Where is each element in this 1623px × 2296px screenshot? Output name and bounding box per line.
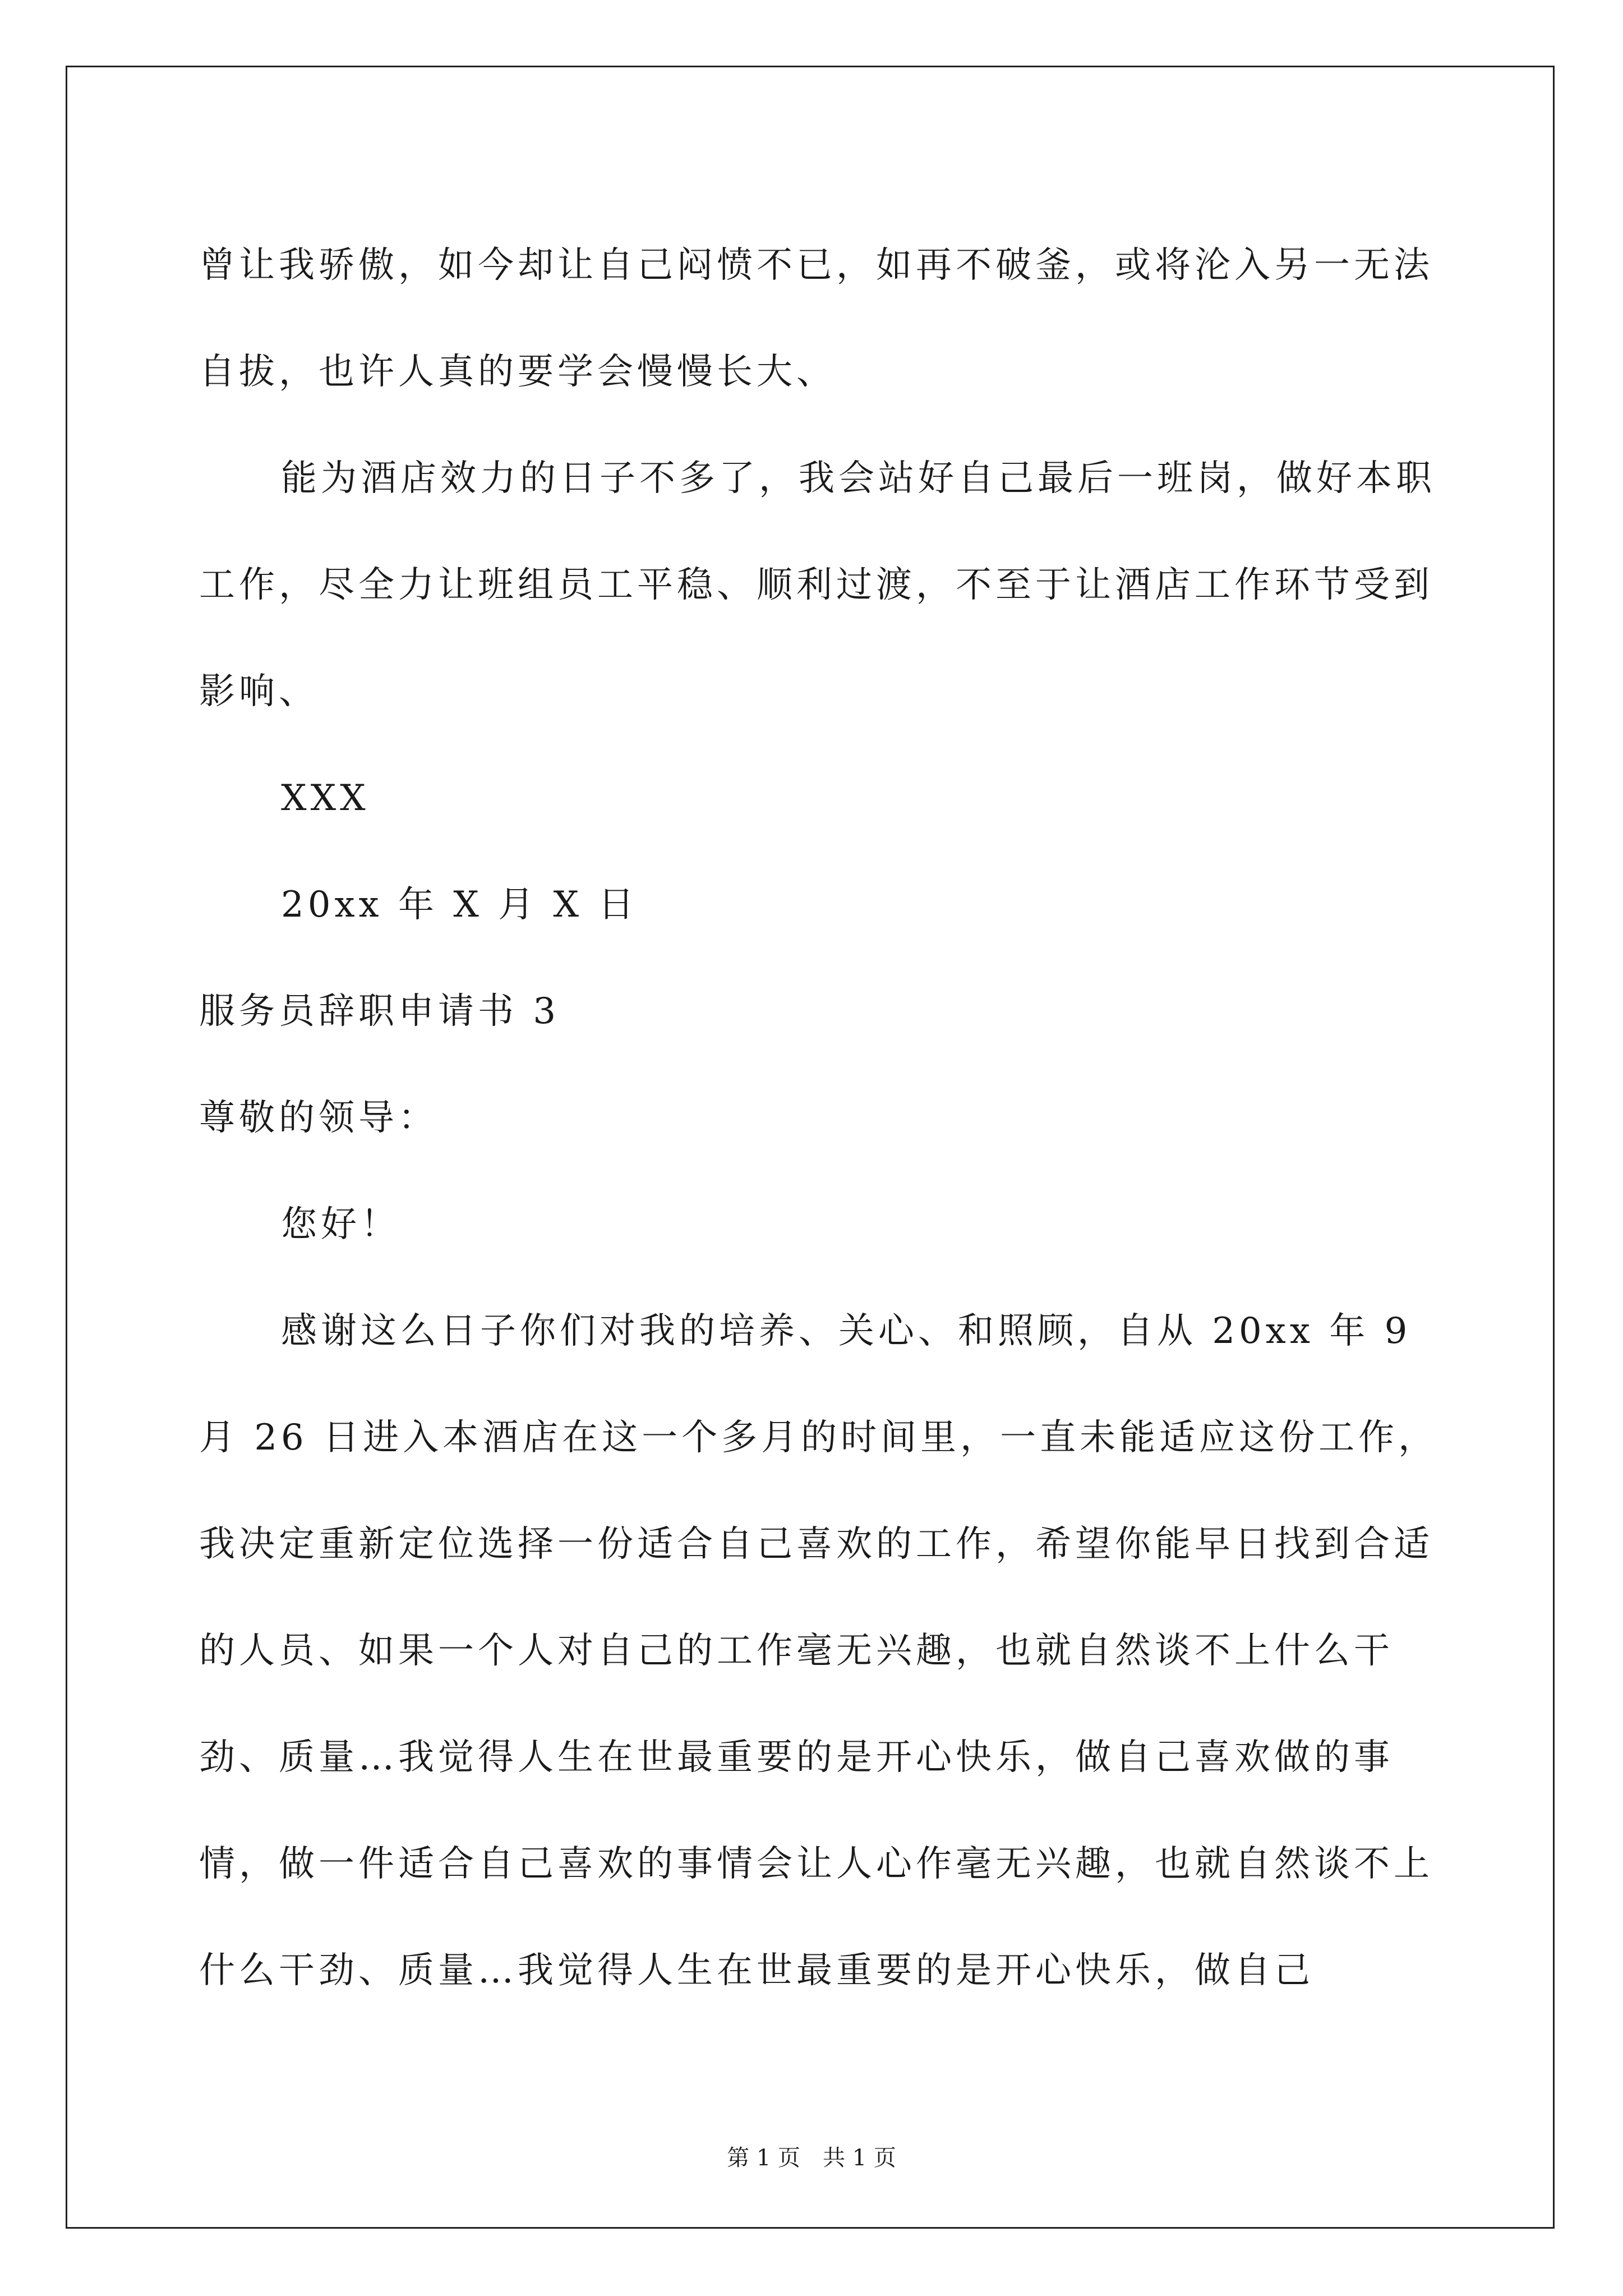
section-title: 服务员辞职申请书 3 xyxy=(199,991,560,1032)
paragraph-2: 能为酒店效力的日子不多了，我会站好自己最后一班岗，做好本职工作，尽全力让班组员工平稳、顺利过渡，不至于让酒店工作环节受到影响、 xyxy=(199,458,1436,712)
paragraph-1: 曾让我骄傲，如今却让自己闷愤不已，如再不破釜，或将沦入另一无法自拔，也许人真的要学会慢慢长大、 xyxy=(199,245,1433,393)
greeting: 您好！ xyxy=(281,1204,400,1245)
paragraph-body: 感谢这么日子你们对我的培养、关心、和照顾，自从 20xx 年 9 月 26 日进入本酒店在这一个多月的时间里，一直未能适应这份工作，我决定重新定位选择一份适合自己喜欢的工作，希望你能早日找到合适的人员、如果一个人对自己的工作毫无兴趣，也就自然谈不上什么干劲、质量…我觉得人生在世最重要的是开心快乐，做自己喜欢做的事情，做一件适合自己喜欢的事情会让人心作毫无兴趣，也就自然谈不上什么干劲、质量…我觉得人生在世最重要的是开心快乐，做自己 xyxy=(199,1310,1438,1991)
salutation: 尊敬的领导： xyxy=(199,1097,438,1139)
document-body xyxy=(199,212,1438,2024)
page-footer: 第 1 页 共 1 页 xyxy=(727,2145,896,2171)
signature-date: 20xx 年 X 月 X 日 xyxy=(281,884,638,926)
signature-name: XXX xyxy=(281,777,370,819)
